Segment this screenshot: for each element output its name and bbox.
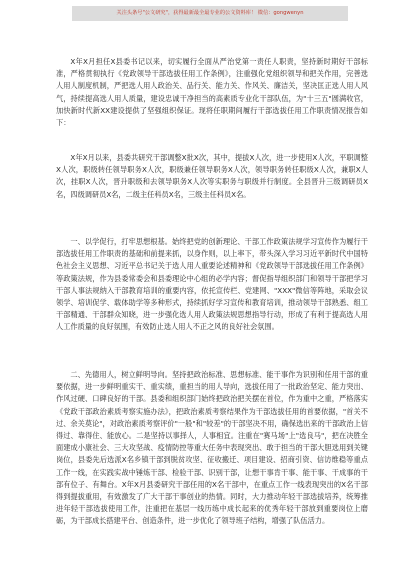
paragraph-gap bbox=[56, 225, 368, 236]
document-body bbox=[56, 56, 368, 565]
paragraph-section-1: 一、以学促行，打牢思想根基。始终把党的创新理论、干部工作政策法规学习宣传作为履行干部选拔任用工作职责的基础和前提来抓，以身作则，以上率下，带头深入学习习近平新时代中国特色社会主义思想、习近平总书记关于选人用人重要论述精神和《党政领导干部选拔任用工作条例》等政策法规，作为县委常委会和县委理论中心组的必学内容；督促指导组织部门和领导干部把学习干部人事法规纳入干部教育培训的重要内容，依托宣传栏、党建网、"XXX"微信等阵地，采取会议领学、培训促学、载体助学等多种形式，持续抓好学习宣传和教育培训，推动领导干部熟悉、组工干部精通、干部群众知晓，进一步强化选人用人政策法规思想指导行动，形成了有利于提高选人用人工作质量的良好氛围，有效防止选人用人不正之风的良好社会氛围。 bbox=[56, 237, 368, 332]
top-banner: 关注头条号"公文研究"，获得最新最全最专业的公文资料库！ 微信：gongwenyn bbox=[72, 6, 348, 21]
paragraph-intro: X年X月担任X县委书记以来，切实履行全面从严治党第一责任人职责，坚持新时期好干部标准，严格贯彻执行《党政领导干部选拔任用工作条例》，注重强化党组织领导和把关作用，完善选人用人制度机制，严把选人用人政治关、品行关、能力关、作风关、廉洁关，坚决匡正选人用人风气，持续提高选人用人质量，建设忠诚干净担当的高素质专业化干部队伍，为"十三五"圆满收官，加快新时代新XX建设提供了坚强组织保证。现将任职期间履行干部选拔任用工作职责情况报告如下： bbox=[56, 57, 368, 128]
paragraph-gap bbox=[56, 358, 368, 369]
paragraph-stats: X年X月以来，县委共研究干部调整X批X次，其中，提拔X人次，进一步使用X人次，平职调整X人次，职级转任领导职务X人次，职级兼任领导职务X人次，领导职务转任职级X人次，兼职X人次，挂职X人次，晋升职级和去领导职务X人次等实职务与职级并行制度。全县晋升三级调研员X名，四级调研员X名，二级主任科员X名，三级主任科员X名。 bbox=[56, 153, 368, 199]
paragraph-gap bbox=[56, 141, 368, 152]
paragraph-section-2: 二、先德用人，树立鲜明导向。坚持把政治标准、思想标准、能干事作为识别和任用干部的重要依据，进一步鲜明重实干、重实绩，重担当的用人导向，选拔任用了一批政治坚定、能力突出、作风过硬、口碑良好的干部。县委和组织部门始终把政治把关摆在首位，作为重中之重，严格落实《党政干部政治素质考察实施办法》，把政治素质考察结果作为干部选拔任用的首要依据，"首关不过、余关莫论"，对政治素质考察评价"一般"和"较差"的干部坚决不用，确保选出来的干部政治上信得过、靠得住、能放心。二是坚持以事择人，人事相宜。注重在"赛马场"上"选良马"，把在决胜全面建成小康社会、三大攻坚战、疫情防控等重大任务中表现突出、敢于担当的干部大胆选用到关键岗位，县委先后选派X名乡镇干部到脱贫攻坚、征收搬迁、项目建设、招商引资、信访维稳等重点工作一线，在实践实战中锤炼干部、检验干部、识别干部，让想干事肯干事、能干事、干成事的干部有位子、有舞台。X年X月县委研究干部任用的X名干部中，在重点工作一线表现突出的X名干部得到提拔重用，有效激发了广大干部干事创业的热情。同时，大力推动年轻干部选拔培养，统筹推进年轻干部选拔使用工作，注重把在基层一线历练中成长起来的优秀年轻干部放到重要岗位上磨砺，为干部成长搭建平台、创造条件，进一步优化了领导班子结构，增强了队伍活力。 bbox=[56, 370, 368, 526]
